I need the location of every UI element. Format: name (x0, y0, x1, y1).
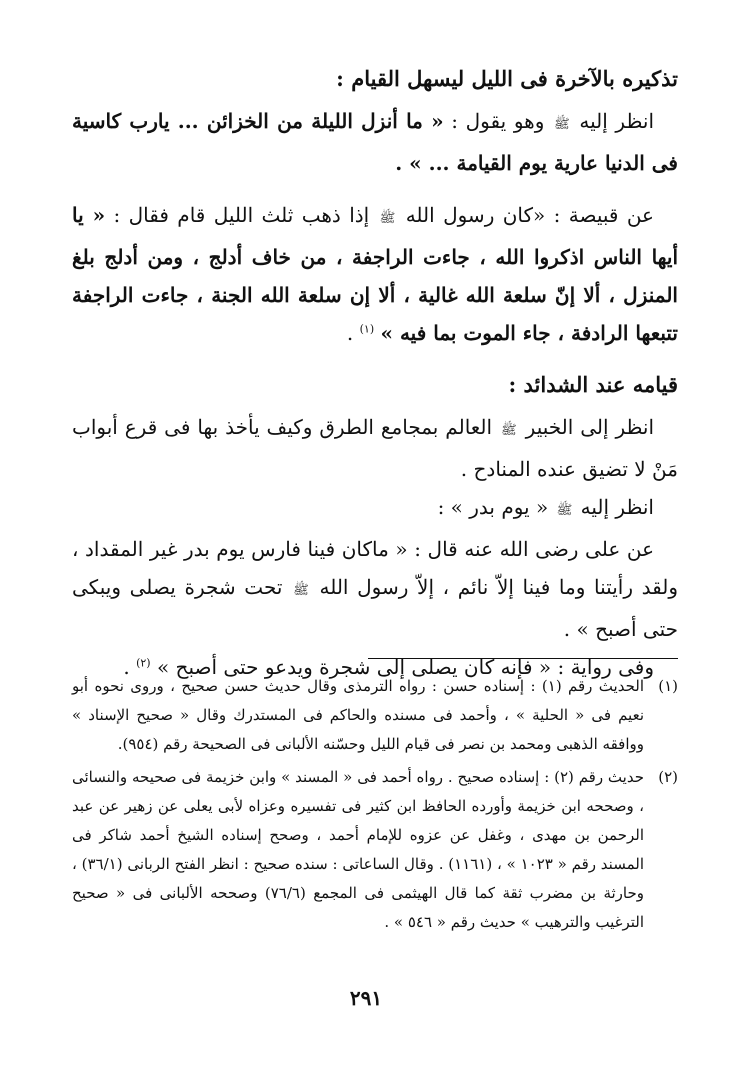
paragraph-narration: وفى رواية : « فإنه كان يصلى إلى شجرة ويدعو حتى أصبح » $^{(٢)}$ . (123, 655, 654, 679)
footnote-1 (72, 672, 678, 759)
honorific-icon: ﷺ (379, 211, 396, 226)
footnotes (72, 672, 678, 941)
honorific-icon: ﷺ (556, 503, 573, 518)
section-heading-remembrance: تذكيره بالآخرة فى الليل ليسهل القيام : (336, 66, 678, 91)
main-text (72, 60, 678, 686)
footnote-ref-2[interactable]: (٢) (136, 656, 151, 670)
honorific-icon: ﷺ (554, 117, 570, 132)
honorific-icon: ﷺ (293, 583, 309, 598)
footnote-ref-1[interactable]: (١) (359, 322, 375, 336)
page-number: ٢٩١ (349, 986, 383, 1010)
paragraph-expert: انظر إلى الخبير ﷺ العالم بمجامع الطرق وكيف يأخذ بها فى قرع أبواب مَنْ لا تضيق عنده المنادح . (72, 415, 678, 481)
footnote-text: الحديث رقم (١) : إسناده حسن : رواه الترمذى وقال حديث حسن صحيح ، وروى نحوه أبو نعيم فى « الحلية » ، وأحمد فى مسنده والحاكم فى المستدرك وقال « صحيح الإسناد » ووافقه الذهبى ومحمد بن نصر فى قيام الليل وحسّنه الألبانى فى الصحيحة رقم (٩٥٤). (72, 677, 644, 753)
paragraph-qabisa: عن قبيصة : «كان رسول الله ﷺ إذا ذهب ثلث الليل قام فقال : « يا أيها الناس اذكروا الله ، جاءت الراجفة ، من خاف أدلج ، ومن أدلج بلغ المنزل ، ألا إنّ سلعة الله غالية ، ألا إن سلعة الله الجنة ، جاءت الراجفة تتبعها الرادفة ، جاء الموت بما فيه » $^{(١)}$ . (72, 203, 678, 345)
honorific-icon: ﷺ (501, 423, 517, 438)
footnote-divider (368, 658, 678, 659)
section-heading-hardships: قيامه عند الشدائد : (508, 372, 678, 397)
paragraph-treasures: انظر إليه ﷺ وهو يقول : « ما أنزل الليلة من الخزائن ... يارب كاسية فى الدنيا عارية يوم القيامة ... » . (72, 109, 678, 175)
paragraph-ali: عن على رضى الله عنه قال : « ماكان فينا فارس يوم بدر غير المقداد ، ولقد رأيتنا وما فينا إلاّ نائم ، إلاّ رسول الله ﷺ تحت شجرة يصلى ويبكى حتى أصبح » . (72, 537, 679, 641)
hadith-quote: « ما أنزل الليلة من الخزائن ... يارب كاسية فى الدنيا عارية يوم القيامة ... » . (72, 109, 678, 175)
hadith-quote: « يا أيها الناس اذكروا الله ، جاءت الراجفة ، من خاف أدلج ، ومن أدلج بلغ المنزل ، ألا إنّ سلعة الله غالية ، ألا إن سلعة الله الجنة ، جاءت الراجفة تتبعها الرادفة ، جاء الموت بما فيه » (72, 203, 678, 345)
footnote-number: (١) (658, 677, 678, 695)
footnote-text: حديث رقم (٢) : إسناده صحيح . رواه أحمد فى « المسند » وابن خزيمة فى صحيحه والنسائى ، وصححه ابن خزيمة وأورده الحافظ ابن كثير فى تفسيره وعزاه لأبى يعلى عن زهير عن عبد الرحمن بن مهدى ، وغفل عن عزوه للإمام أحمد ، وصحح إسناده الشيخ أحمد شاكر فى المسند رقم « ١٠٢٣ » ، (١١٦١) . وقال الساعاتى : سنده صحيح : انظر الفتح الربانى (٣٦/١) ، وحارثة بن مضرب ثقة كما قال الهيثمى فى المجمع (٧٦/٦) وصححه الألبانى فى « صحيح الترغيب والترهيب » حديث رقم « ٥٤٦ » . (72, 768, 644, 931)
footnote-number: (٢) (658, 768, 678, 786)
footnote-2 (72, 763, 678, 937)
paragraph-badr: انظر إليه ﷺ « يوم بدر » : (437, 495, 654, 519)
